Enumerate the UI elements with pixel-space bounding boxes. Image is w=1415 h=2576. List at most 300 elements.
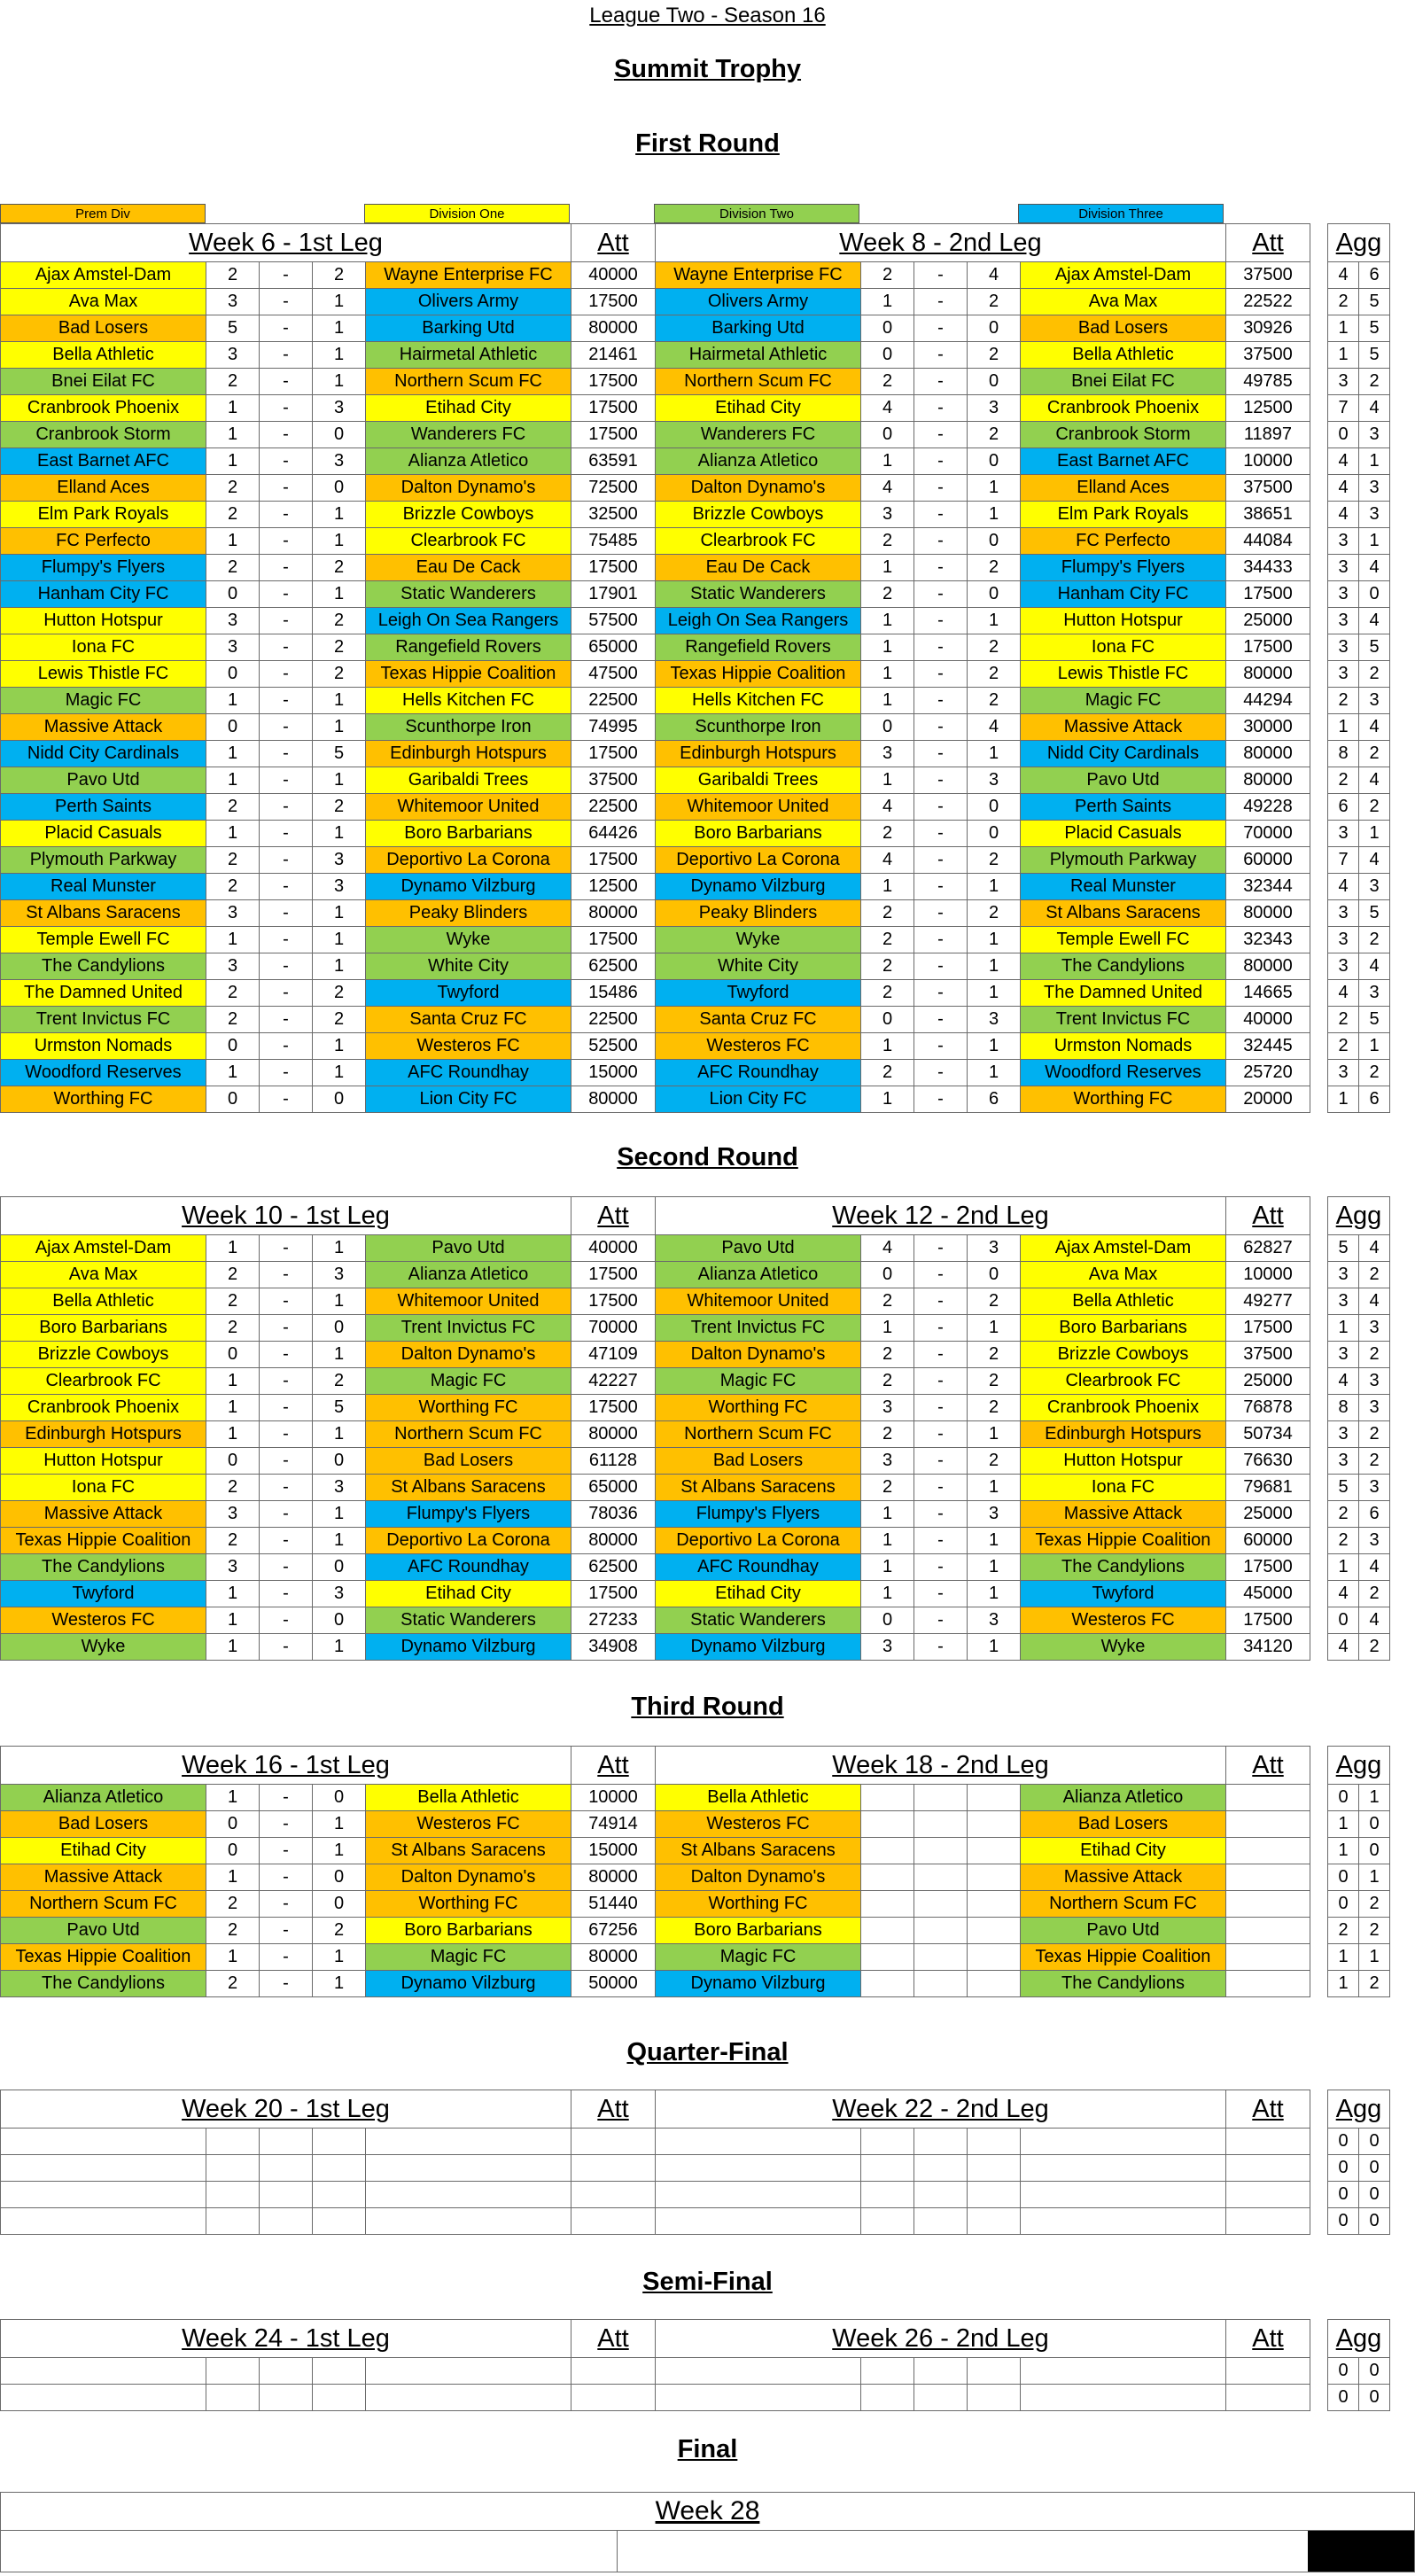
leg2-away-team: Temple Ewell FC <box>1021 927 1226 953</box>
away-team: St Albans Saracens <box>366 1475 571 1501</box>
aggregate-away: 2 <box>1359 1262 1390 1288</box>
away-team: Wayne Enterprise FC <box>366 262 571 289</box>
leg2-home-score: 1 <box>861 448 914 475</box>
leg2-away-score: 1 <box>968 1634 1021 1661</box>
leg2-away-score: 1 <box>968 874 1021 900</box>
leg2-home-score: 4 <box>861 847 914 874</box>
leg2-home-score: 0 <box>861 714 914 741</box>
leg2-away-score: 1 <box>968 741 1021 767</box>
aggregate-away: 3 <box>1359 688 1390 714</box>
leg2-home-score: 2 <box>861 821 914 847</box>
attendance-leg1: 32500 <box>571 502 656 528</box>
leg2-away-score: 0 <box>968 315 1021 342</box>
attendance-leg2: 49277 <box>1226 1288 1310 1315</box>
leg2-header: Week 26 - 2nd Leg <box>656 2320 1226 2358</box>
score-dash <box>914 2129 968 2155</box>
score-dash: - <box>260 342 313 369</box>
fixture-row <box>1 900 1390 927</box>
spacer-cell <box>1310 342 1328 369</box>
home-team: Cranbrook Phoenix <box>1 395 206 422</box>
attendance-leg1 <box>571 2129 656 2155</box>
home-score: 1 <box>206 1944 260 1971</box>
leg2-away-team <box>1021 2182 1226 2208</box>
leg2-home-score <box>861 1785 914 1811</box>
away-team: Rangefield Rovers <box>366 634 571 661</box>
attendance-leg2 <box>1226 1891 1310 1918</box>
score-dash: - <box>260 1971 313 1997</box>
home-score: 1 <box>206 1785 260 1811</box>
leg2-away-team: Ajax Amstel-Dam <box>1021 262 1226 289</box>
attendance-leg1: 17500 <box>571 1395 656 1421</box>
attendance-leg1: 78036 <box>571 1501 656 1528</box>
home-score: 2 <box>206 1007 260 1033</box>
score-dash: - <box>260 1262 313 1288</box>
home-team <box>1 2385 206 2411</box>
spacer-cell <box>1310 821 1328 847</box>
spacer-cell <box>1310 1342 1328 1368</box>
home-score: 3 <box>206 1501 260 1528</box>
score-dash: - <box>914 555 968 581</box>
aggregate-away: 2 <box>1359 1060 1390 1086</box>
home-score: 3 <box>206 608 260 634</box>
away-team: Peaky Blinders <box>366 900 571 927</box>
aggregate-away: 4 <box>1359 953 1390 980</box>
leg2-home-score <box>861 2358 914 2385</box>
score-dash: - <box>260 1785 313 1811</box>
away-score: 3 <box>313 1581 366 1607</box>
leg2-home-score: 4 <box>861 1235 914 1262</box>
spacer-cell <box>1310 1554 1328 1581</box>
score-dash: - <box>914 714 968 741</box>
spacer-cell <box>1310 741 1328 767</box>
leg2-away-score: 2 <box>968 847 1021 874</box>
spacer-cell <box>1310 1448 1328 1475</box>
leg2-away-team: St Albans Saracens <box>1021 900 1226 927</box>
leg2-home-team: Westeros FC <box>656 1811 861 1838</box>
spacer-cell <box>1310 315 1328 342</box>
attendance-leg1: 17500 <box>571 395 656 422</box>
leg2-home-score: 0 <box>861 1607 914 1634</box>
spacer-cell <box>1310 1634 1328 1661</box>
home-score: 1 <box>206 1395 260 1421</box>
aggregate-home: 4 <box>1328 1634 1359 1661</box>
fixture-row <box>1 714 1390 741</box>
score-dash: - <box>260 1634 313 1661</box>
leg2-away-score <box>968 1864 1021 1891</box>
leg2-home-team <box>656 2155 861 2182</box>
score-dash: - <box>914 395 968 422</box>
away-team: Dalton Dynamo's <box>366 475 571 502</box>
home-team: Alianza Atletico <box>1 1785 206 1811</box>
fixture-row <box>1 475 1390 502</box>
leg2-home-team: Garibaldi Trees <box>656 767 861 794</box>
aggregate-home: 0 <box>1328 2129 1359 2155</box>
leg2-home-team: Texas Hippie Coalition <box>656 661 861 688</box>
home-team: Bad Losers <box>1 1811 206 1838</box>
leg2-home-score: 0 <box>861 1262 914 1288</box>
fixture-row <box>1 1501 1390 1528</box>
away-score: 0 <box>313 1448 366 1475</box>
away-score: 3 <box>313 1475 366 1501</box>
spacer-cell <box>1310 1262 1328 1288</box>
attendance-leg1: 63591 <box>571 448 656 475</box>
attendance-leg1: 17500 <box>571 289 656 315</box>
away-team <box>366 2129 571 2155</box>
spacer-cell <box>1310 1944 1328 1971</box>
attendance-leg1: 65000 <box>571 634 656 661</box>
away-score: 3 <box>313 874 366 900</box>
away-team: Whitemoor United <box>366 794 571 821</box>
away-score: 0 <box>313 1086 366 1113</box>
score-dash: - <box>914 1607 968 1634</box>
leg2-home-team: Deportivo La Corona <box>656 847 861 874</box>
away-score: 3 <box>313 847 366 874</box>
aggregate-home: 1 <box>1328 714 1359 741</box>
home-team: Cranbrook Storm <box>1 422 206 448</box>
leg2-home-team: Wayne Enterprise FC <box>656 262 861 289</box>
away-team: Alianza Atletico <box>366 448 571 475</box>
aggregate-home: 4 <box>1328 874 1359 900</box>
away-team: Westeros FC <box>366 1811 571 1838</box>
att-header: Att <box>1226 2090 1310 2129</box>
away-team: AFC Roundhay <box>366 1060 571 1086</box>
home-team: Bella Athletic <box>1 342 206 369</box>
leg2-away-score: 0 <box>968 528 1021 555</box>
aggregate-home: 0 <box>1328 2155 1359 2182</box>
away-score: 0 <box>313 1785 366 1811</box>
leg2-home-team: Magic FC <box>656 1368 861 1395</box>
leg1-header: Week 24 - 1st Leg <box>1 2320 571 2358</box>
leg2-away-team: Worthing FC <box>1021 1086 1226 1113</box>
leg2-home-score: 2 <box>861 900 914 927</box>
leg2-away-team: Edinburgh Hotspurs <box>1021 1421 1226 1448</box>
attendance-leg2: 17500 <box>1226 581 1310 608</box>
leg2-home-team: Pavo Utd <box>656 1235 861 1262</box>
score-dash: - <box>260 1448 313 1475</box>
away-score: 1 <box>313 369 366 395</box>
leg2-away-team: East Barnet AFC <box>1021 448 1226 475</box>
score-dash: - <box>914 422 968 448</box>
fixture-row <box>1 1891 1390 1918</box>
spacer-cell <box>1310 1007 1328 1033</box>
away-score: 2 <box>313 555 366 581</box>
leg2-home-score: 1 <box>861 767 914 794</box>
aggregate-home: 3 <box>1328 1342 1359 1368</box>
spacer-cell <box>1310 1235 1328 1262</box>
home-team: Perth Saints <box>1 794 206 821</box>
score-dash: - <box>914 581 968 608</box>
semi-final-table <box>0 2319 1390 2411</box>
leg2-away-score <box>968 2208 1021 2235</box>
aggregate-home: 3 <box>1328 1060 1359 1086</box>
attendance-leg2 <box>1226 2385 1310 2411</box>
aggregate-home: 1 <box>1328 315 1359 342</box>
legend-division-two: Division Two <box>654 204 859 223</box>
home-score: 2 <box>206 1971 260 1997</box>
leg2-away-team <box>1021 2129 1226 2155</box>
aggregate-home: 1 <box>1328 1315 1359 1342</box>
leg2-home-team: Flumpy's Flyers <box>656 1501 861 1528</box>
score-dash: - <box>260 1918 313 1944</box>
away-team: Clearbrook FC <box>366 528 571 555</box>
score-dash: - <box>260 581 313 608</box>
score-dash: - <box>914 475 968 502</box>
attendance-leg1: 17500 <box>571 369 656 395</box>
attendance-leg2: 37500 <box>1226 342 1310 369</box>
attendance-leg2: 80000 <box>1226 900 1310 927</box>
aggregate-away: 4 <box>1359 1554 1390 1581</box>
final-result-cell <box>618 2531 1415 2572</box>
score-dash: - <box>914 741 968 767</box>
leg2-home-score: 1 <box>861 1315 914 1342</box>
aggregate-home: 3 <box>1328 555 1359 581</box>
aggregate-home: 2 <box>1328 688 1359 714</box>
attendance-leg1: 15000 <box>571 1838 656 1864</box>
away-team: Dynamo Vilzburg <box>366 1634 571 1661</box>
away-score: 1 <box>313 767 366 794</box>
attendance-leg2: 60000 <box>1226 847 1310 874</box>
aggregate-away: 1 <box>1359 528 1390 555</box>
aggregate-home: 1 <box>1328 1838 1359 1864</box>
away-team: Magic FC <box>366 1368 571 1395</box>
home-score: 1 <box>206 927 260 953</box>
away-score: 1 <box>313 315 366 342</box>
away-team <box>366 2182 571 2208</box>
home-score: 0 <box>206 661 260 688</box>
leg2-home-score: 1 <box>861 1581 914 1607</box>
home-score: 3 <box>206 342 260 369</box>
attendance-leg1: 17500 <box>571 1581 656 1607</box>
leg2-home-score: 1 <box>861 608 914 634</box>
attendance-leg1: 27233 <box>571 1607 656 1634</box>
spacer-cell <box>1310 224 1328 262</box>
aggregate-away: 3 <box>1359 1528 1390 1554</box>
home-score: 1 <box>206 1060 260 1086</box>
away-team <box>366 2155 571 2182</box>
leg2-away-team: Perth Saints <box>1021 794 1226 821</box>
away-score: 1 <box>313 1501 366 1528</box>
leg2-away-team: The Damned United <box>1021 980 1226 1007</box>
home-team: Boro Barbarians <box>1 1315 206 1342</box>
leg2-header: Week 18 - 2nd Leg <box>656 1747 1226 1785</box>
leg2-home-team <box>656 2208 861 2235</box>
score-dash: - <box>914 634 968 661</box>
away-team: Bad Losers <box>366 1448 571 1475</box>
home-team <box>1 2155 206 2182</box>
score-dash: - <box>914 821 968 847</box>
fixture-row <box>1 927 1390 953</box>
page-title: League Two - Season 16 <box>589 4 826 27</box>
fixture-row <box>1 2129 1390 2155</box>
leg2-home-team: AFC Roundhay <box>656 1554 861 1581</box>
fixture-row <box>1 1475 1390 1501</box>
score-dash: - <box>914 1007 968 1033</box>
attendance-leg2: 10000 <box>1226 448 1310 475</box>
score-dash: - <box>914 342 968 369</box>
leg2-home-team: Scunthorpe Iron <box>656 714 861 741</box>
home-team: Bnei Eilat FC <box>1 369 206 395</box>
spacer-cell <box>1310 2129 1328 2155</box>
attendance-leg1: 51440 <box>571 1891 656 1918</box>
leg2-home-team: Deportivo La Corona <box>656 1528 861 1554</box>
score-dash: - <box>260 1607 313 1634</box>
aggregate-away: 0 <box>1359 2129 1390 2155</box>
home-team: Bad Losers <box>1 315 206 342</box>
attendance-leg1: 50000 <box>571 1971 656 1997</box>
aggregate-away: 4 <box>1359 847 1390 874</box>
leg2-home-team: White City <box>656 953 861 980</box>
home-team: Clearbrook FC <box>1 1368 206 1395</box>
spacer-cell <box>1310 1315 1328 1342</box>
attendance-leg1: 22500 <box>571 1007 656 1033</box>
leg2-away-score: 3 <box>968 395 1021 422</box>
leg2-away-score: 1 <box>968 502 1021 528</box>
leg2-away-team: Clearbrook FC <box>1021 1368 1226 1395</box>
leg2-away-team: Iona FC <box>1021 634 1226 661</box>
leg2-away-score: 1 <box>968 1421 1021 1448</box>
home-team: Ajax Amstel-Dam <box>1 262 206 289</box>
leg2-away-team: Bad Losers <box>1021 315 1226 342</box>
attendance-leg1: 70000 <box>571 1315 656 1342</box>
leg2-away-score: 1 <box>968 927 1021 953</box>
spacer-cell <box>1310 661 1328 688</box>
away-team: Santa Cruz FC <box>366 1007 571 1033</box>
leg2-home-team: Eau De Cack <box>656 555 861 581</box>
away-score: 1 <box>313 1288 366 1315</box>
fixture-row <box>1 688 1390 714</box>
leg2-home-score <box>861 2385 914 2411</box>
leg2-home-team: Wyke <box>656 927 861 953</box>
leg2-home-score <box>861 1944 914 1971</box>
attendance-leg2: 25720 <box>1226 1060 1310 1086</box>
home-team: Ava Max <box>1 289 206 315</box>
score-dash <box>914 2155 968 2182</box>
attendance-leg1: 80000 <box>571 1528 656 1554</box>
score-dash: - <box>260 1811 313 1838</box>
score-dash: - <box>260 315 313 342</box>
fixture-row <box>1 2358 1390 2385</box>
aggregate-home: 0 <box>1328 2208 1359 2235</box>
leg2-away-score: 2 <box>968 289 1021 315</box>
spacer-cell <box>1310 767 1328 794</box>
attendance-leg2: 30000 <box>1226 714 1310 741</box>
leg2-away-team: Pavo Utd <box>1021 1918 1226 1944</box>
home-team: Temple Ewell FC <box>1 927 206 953</box>
aggregate-away: 3 <box>1359 1395 1390 1421</box>
leg2-home-team: Static Wanderers <box>656 581 861 608</box>
away-score: 0 <box>313 475 366 502</box>
score-dash: - <box>914 1395 968 1421</box>
away-score: 5 <box>313 741 366 767</box>
leg2-home-team: Westeros FC <box>656 1033 861 1060</box>
score-dash: - <box>914 262 968 289</box>
score-dash: - <box>260 1554 313 1581</box>
fixture-row <box>1 1944 1390 1971</box>
aggregate-home: 4 <box>1328 1581 1359 1607</box>
aggregate-away: 4 <box>1359 1607 1390 1634</box>
attendance-leg1: 37500 <box>571 767 656 794</box>
attendance-leg2: 20000 <box>1226 1086 1310 1113</box>
away-team: Wyke <box>366 927 571 953</box>
fixture-row <box>1 1607 1390 1634</box>
fixture-row <box>1 262 1390 289</box>
fixture-row <box>1 1448 1390 1475</box>
away-score: 1 <box>313 1033 366 1060</box>
leg2-away-score <box>968 2129 1021 2155</box>
leg2-away-team: Massive Attack <box>1021 1501 1226 1528</box>
leg2-away-team <box>1021 2385 1226 2411</box>
aggregate-home: 3 <box>1328 634 1359 661</box>
home-team: Elm Park Royals <box>1 502 206 528</box>
home-team: Twyford <box>1 1581 206 1607</box>
score-dash: - <box>914 1528 968 1554</box>
attendance-leg1: 17500 <box>571 555 656 581</box>
attendance-leg2 <box>1226 1785 1310 1811</box>
leg2-home-score: 2 <box>861 581 914 608</box>
leg2-away-score: 1 <box>968 980 1021 1007</box>
spacer-cell <box>1310 1421 1328 1448</box>
leg2-away-score: 2 <box>968 900 1021 927</box>
leg2-away-score: 2 <box>968 555 1021 581</box>
away-team: Etihad City <box>366 1581 571 1607</box>
score-dash: - <box>914 1262 968 1288</box>
home-team: Nidd City Cardinals <box>1 741 206 767</box>
attendance-leg1: 57500 <box>571 608 656 634</box>
away-score: 1 <box>313 1944 366 1971</box>
leg2-away-score: 1 <box>968 1060 1021 1086</box>
away-team: Deportivo La Corona <box>366 847 571 874</box>
leg2-home-score: 2 <box>861 1342 914 1368</box>
spacer-cell <box>1310 2385 1328 2411</box>
attendance-leg2: 25000 <box>1226 1368 1310 1395</box>
aggregate-away: 6 <box>1359 1086 1390 1113</box>
score-dash <box>260 2182 313 2208</box>
home-score <box>206 2182 260 2208</box>
score-dash: - <box>914 927 968 953</box>
spacer-cell <box>1310 608 1328 634</box>
spacer-cell <box>1310 448 1328 475</box>
attendance-leg1: 80000 <box>571 1421 656 1448</box>
leg2-away-team: The Candylions <box>1021 1971 1226 1997</box>
leg2-away-team: Real Munster <box>1021 874 1226 900</box>
home-team: Ava Max <box>1 1262 206 1288</box>
aggregate-home: 3 <box>1328 369 1359 395</box>
score-dash: - <box>914 874 968 900</box>
aggregate-home: 7 <box>1328 395 1359 422</box>
home-score: 0 <box>206 1448 260 1475</box>
fixture-row <box>1 1235 1390 1262</box>
attendance-leg1: 12500 <box>571 874 656 900</box>
leg2-home-team: Dalton Dynamo's <box>656 1864 861 1891</box>
home-team: Magic FC <box>1 688 206 714</box>
attendance-leg2: 60000 <box>1226 1528 1310 1554</box>
attendance-leg1: 10000 <box>571 1785 656 1811</box>
score-dash: - <box>260 289 313 315</box>
leg2-home-team: Lion City FC <box>656 1086 861 1113</box>
attendance-leg2 <box>1226 2129 1310 2155</box>
away-team: Pavo Utd <box>366 1235 571 1262</box>
aggregate-home: 2 <box>1328 289 1359 315</box>
attendance-leg2: 25000 <box>1226 608 1310 634</box>
home-score: 1 <box>206 1368 260 1395</box>
away-score: 1 <box>313 1235 366 1262</box>
home-score: 2 <box>206 794 260 821</box>
score-dash: - <box>914 767 968 794</box>
attendance-leg2: 76630 <box>1226 1448 1310 1475</box>
score-dash: - <box>260 714 313 741</box>
leg2-home-team: Wanderers FC <box>656 422 861 448</box>
home-score: 5 <box>206 315 260 342</box>
